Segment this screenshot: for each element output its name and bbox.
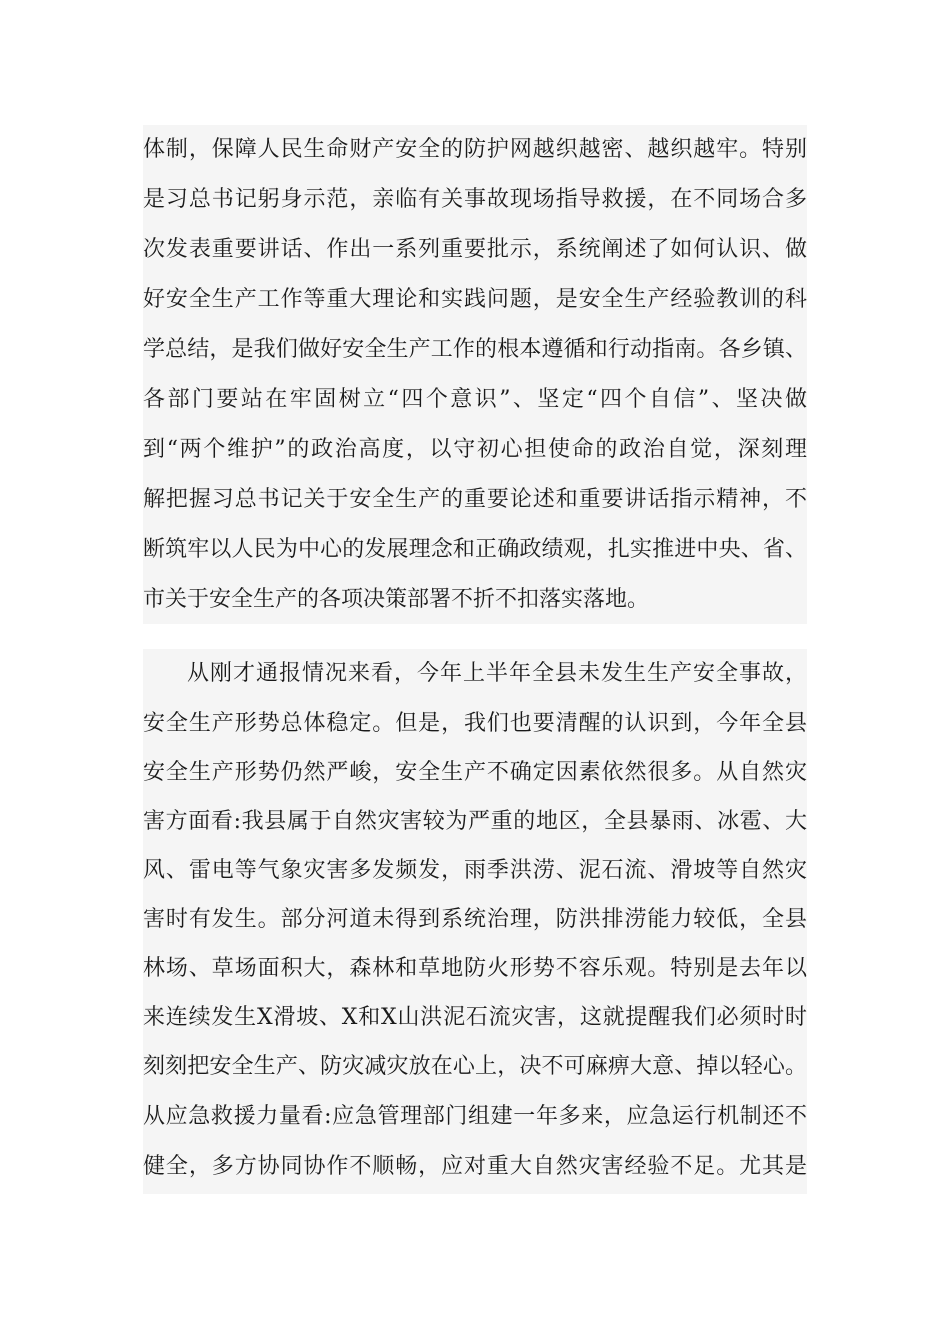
text-line: 是习总书记躬身示范，亲临有关事故现场指导救援，在不同场合多 (143, 187, 807, 212)
text-line: 健全，多方协同协作不顺畅，应对重大自然灾害经验不足。尤其是 (143, 1154, 807, 1179)
text-line: 害时有发生。部分河道未得到系统治理，防洪排涝能力较低，全县 (143, 907, 807, 932)
text-line: 害方面看:我县属于自然灾害较为严重的地区，全县暴雨、冰雹、大 (143, 809, 807, 834)
text-line: 风、雷电等气象灾害多发频发，雨季洪涝、泥石流、滑坡等自然灾 (143, 858, 807, 883)
paragraph-1 (143, 125, 807, 624)
text-line: 林场、草场面积大，森林和草地防火形势不容乐观。特别是去年以 (143, 956, 807, 981)
text-line: 从应急救援力量看:应急管理部门组建一年多来，应急运行机制还不 (143, 1104, 807, 1129)
text-line: 次发表重要讲话、作出一系列重要批示，系统阐述了如何认识、做 (143, 237, 807, 262)
text-line: 学总结，是我们做好安全生产工作的根本遵循和行动指南。各乡镇、 (143, 337, 807, 362)
text-line: 来连续发生X滑坡、X和X山洪泥石流灾害，这就提醒我们必须时时 (143, 1005, 807, 1030)
text-line: 好安全生产工作等重大理论和实践问题，是安全生产经验教训的科 (143, 287, 807, 312)
text-line: 体制，保障人民生命财产安全的防护网越织越密、越织越牢。特别 (143, 137, 807, 162)
text-line: 解把握习总书记关于安全生产的重要论述和重要讲话指示精神，不 (143, 487, 807, 512)
text-line: 断筑牢以人民为中心的发展理念和正确政绩观，扎实推进中央、省、 (143, 537, 807, 562)
text-line: 市关于安全生产的各项决策部署不折不扣落实落地。 (143, 587, 650, 612)
text-line: 刻刻把安全生产、防灾减灾放在心上，决不可麻痹大意、掉以轻心。 (143, 1054, 807, 1079)
text-line: 安全生产形势总体稳定。但是，我们也要清醒的认识到，今年全县 (143, 711, 807, 736)
text-line: 从刚才通报情况来看，今年上半年全县未发生生产安全事故， (187, 661, 807, 686)
text-line: 安全生产形势仍然严峻，安全生产不确定因素依然很多。从自然灾 (143, 760, 807, 785)
text-line: 到“两个维护”的政治高度，以守初心担使命的政治自觉，深刻理 (143, 437, 807, 462)
text-line: 各部门要站在牢固树立“四个意识”、坚定“四个自信”、坚决做 (143, 387, 807, 412)
paragraph-2 (143, 649, 807, 1194)
